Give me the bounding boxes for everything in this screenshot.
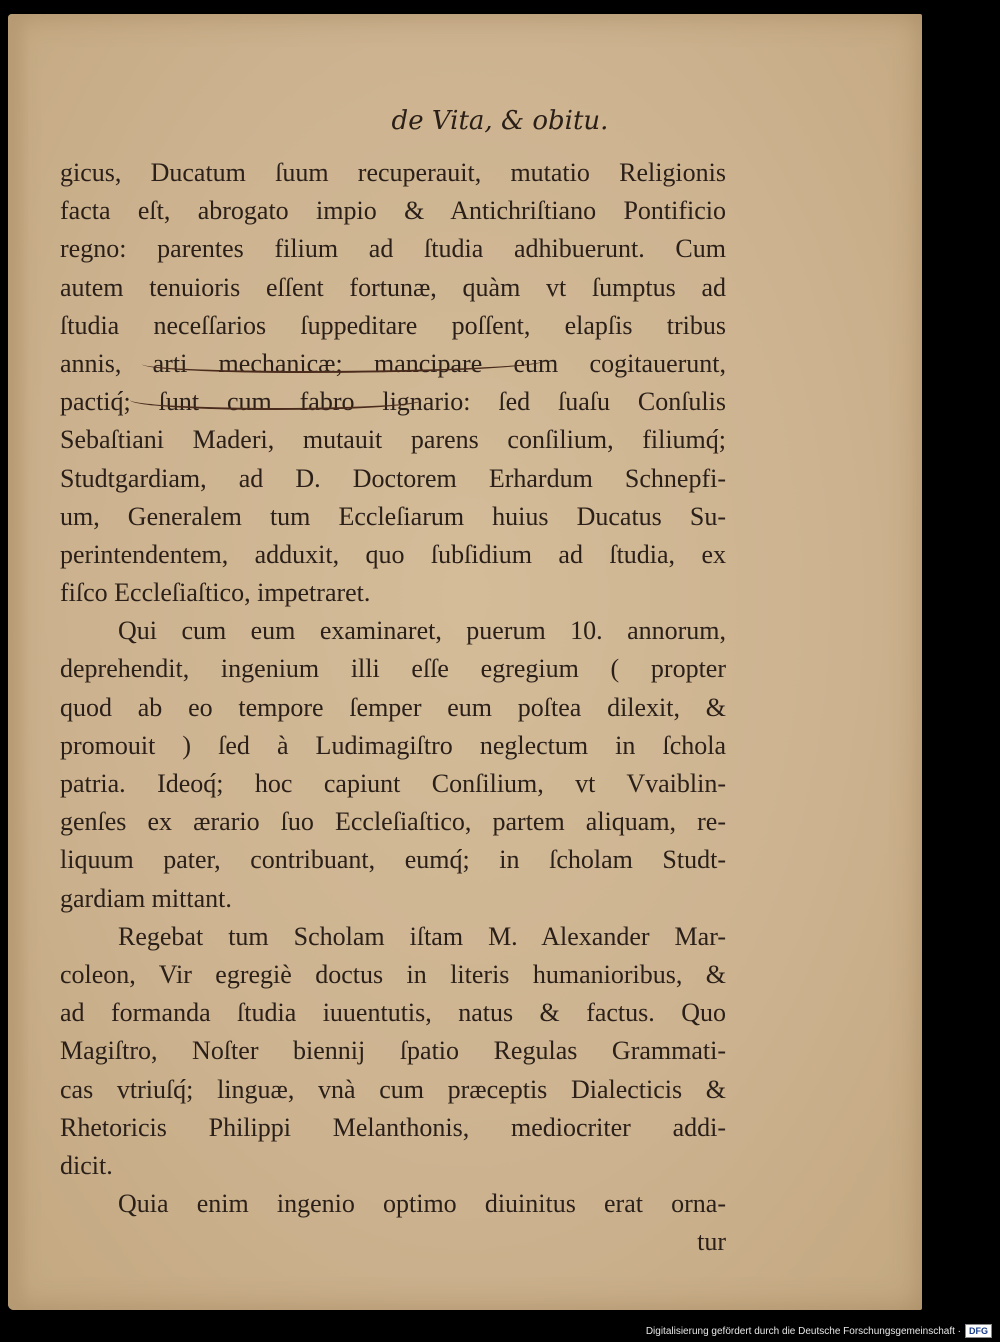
text-line: gardiam mittant.: [60, 883, 232, 913]
text-line: Studtgardiam, ad D. Doctorem Erhardum Schnepfi-: [60, 463, 726, 493]
page-edge-shadow: [8, 14, 30, 1310]
text-line: Rhetoricis Philippi Melanthonis, mediocriter addi-: [60, 1112, 726, 1142]
paragraph-start-line: Qui cum eum examinaret, puerum 10. annorum,: [118, 616, 726, 646]
text-line: patria. Ideoq́; hoc capiunt Conſilium, vt Vvaiblin-: [60, 769, 726, 798]
credit-text: Digitalisierung gefördert durch die Deutsche Forschungsgemeinschaft ·: [645, 1325, 961, 1337]
text-line: coleon, Vir egregiè doctus in literis humanioribus, &: [60, 959, 726, 989]
text-line: autem tenuioris eſſent fortunæ, quàm vt ſumptus ad: [60, 272, 726, 302]
dfg-logo: DFG: [965, 1324, 992, 1338]
text-line: promouit ) ſed à Ludimagiſtro neglectum in ſchola: [60, 730, 726, 760]
text-line: ad formanda ſtudia iuuentutis, natus & factus. Quo: [60, 998, 726, 1028]
paragraph-start-line: Regebat tum Scholam iſtam M. Alexander Mar-: [118, 921, 726, 951]
text-line: deprehendit, ingenium illi eſſe egregium ( propter: [60, 654, 726, 684]
text-line: dicit.: [60, 1150, 113, 1180]
text-line: ſtudia neceſſarios ſuppeditare poſſent, elapſis tribus: [60, 310, 726, 340]
paragraph-start-line: Quia enim ingenio optimo diuinitus erat orna-: [118, 1189, 726, 1219]
catchword: tur: [697, 1227, 726, 1257]
text-line: genſes ex ærario ſuo Eccleſiaſtico, partem aliquam, re-: [60, 807, 726, 837]
body-text: [60, 154, 726, 1261]
text-line: perintendentem, adduxit, quo ſubſidium ad ſtudia, ex: [60, 539, 726, 569]
text-line: facta eſt, abrogato impio & Antichriſtiano Pontificio: [60, 196, 726, 226]
digitization-credit: [646, 1324, 992, 1338]
text-line: annis, arti mechanicæ; mancipare eum cogitauerunt,: [60, 348, 726, 378]
text-line: fiſco Eccleſiaſtico, impetraret.: [60, 578, 371, 608]
text-line: regno: parentes filium ad ſtudia adhibuerunt. Cum: [60, 234, 726, 264]
text-line: liquum pater, contribuant, eumq́; in ſcholam Studt-: [60, 845, 726, 875]
text-line: gicus, Ducatum ſuum recuperauit, mutatio Religionis: [60, 158, 726, 187]
handwritten-underline: [130, 390, 422, 410]
book-page: [8, 14, 922, 1310]
text-line: Magiſtro, Noſter bienniј ſpatio Regulas Grammati-: [60, 1036, 726, 1066]
text-line: cas vtriuſq́; linguæ, vnà cum præceptis Dialecticis &: [60, 1074, 726, 1104]
text-line: um, Generalem tum Eccleſiarum huius Ducatus Su-: [60, 501, 726, 531]
text-line: pactiq́; ſunt cum fabro lignario: ſed ſuaſu Conſulis: [60, 387, 726, 417]
text-line: quod ab eo tempore ſemper eum poſtea dilexit, &: [60, 692, 726, 722]
text-line: Sebaſtiani Maderi, mutauit parens conſilium, filiumq́;: [60, 425, 726, 455]
running-head: de Vita, & obitu.: [391, 106, 609, 136]
